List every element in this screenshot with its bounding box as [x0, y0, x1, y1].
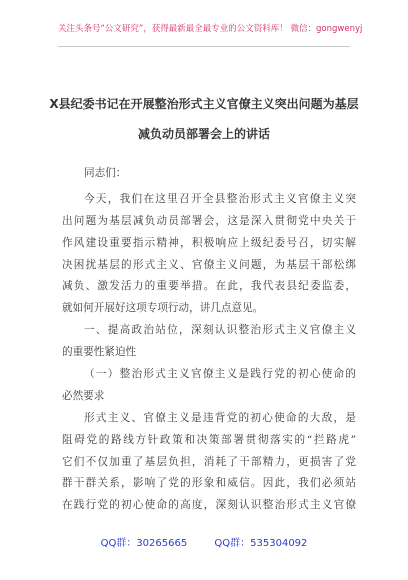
body-line: 它们不仅加重了基层负担，消耗了干部精力，更损害了党	[62, 455, 356, 468]
footer	[0, 534, 408, 549]
salutation: 同志们：	[84, 167, 127, 179]
section-heading-line: 的重要性紧迫性	[62, 346, 137, 359]
section-heading-line: 一、提高政治站位，深刻认识整治形式主义官僚主义	[84, 324, 356, 337]
header-banner: 关注头条号“公文研究”，获得最新最全最专业的公文资料库！ 微信：gongwenyj	[58, 22, 350, 47]
body-line: 出问题为基层减负动员部署会，这是深入贯彻党中央关于	[62, 214, 356, 227]
body-line: 今天，我们在这里召开全县整治形式主义官僚主义突	[84, 192, 356, 205]
subsection-heading-line: （一）整治形式主义官僚主义是践行党的初心使命的	[84, 368, 356, 381]
subsection-heading-line: 必然要求	[62, 389, 105, 402]
body-line: 作风建设重要指示精神，积极响应上级纪委号召，切实解	[62, 236, 356, 249]
document-title-line-2: 减负动员部署会上的讲话	[137, 127, 270, 141]
body-line: 决困扰基层的形式主义、官僚主义问题，为基层干部松绑	[62, 258, 356, 271]
footer-qq-group-1: QQ群：30265665	[100, 538, 188, 549]
body-line: 群干群关系，影响了党的形象和威信。因此，我们必须站	[62, 477, 356, 490]
body-line: 阻碍党的路线方针政策和决策部署贯彻落实的“拦路虎”	[62, 433, 356, 446]
document-title-line-1: X县纪委书记在开展整治形式主义官僚主义突出问题为基层	[49, 97, 359, 111]
body-line: 减负、激发活力的重要举措。在此，我代表县纪委监委，	[62, 280, 356, 293]
footer-qq-group-2: QQ群：535304092	[214, 538, 308, 549]
body-line: 在践行党的初心使命的高度，深刻认识整治形式主义官僚	[62, 499, 356, 512]
document-body	[62, 163, 356, 517]
body-line: 就如何开展好这项专项行动，讲几点意见。	[62, 302, 264, 315]
body-line: 形式主义、官僚主义是违背党的初心使命的大敌，是	[84, 411, 356, 424]
